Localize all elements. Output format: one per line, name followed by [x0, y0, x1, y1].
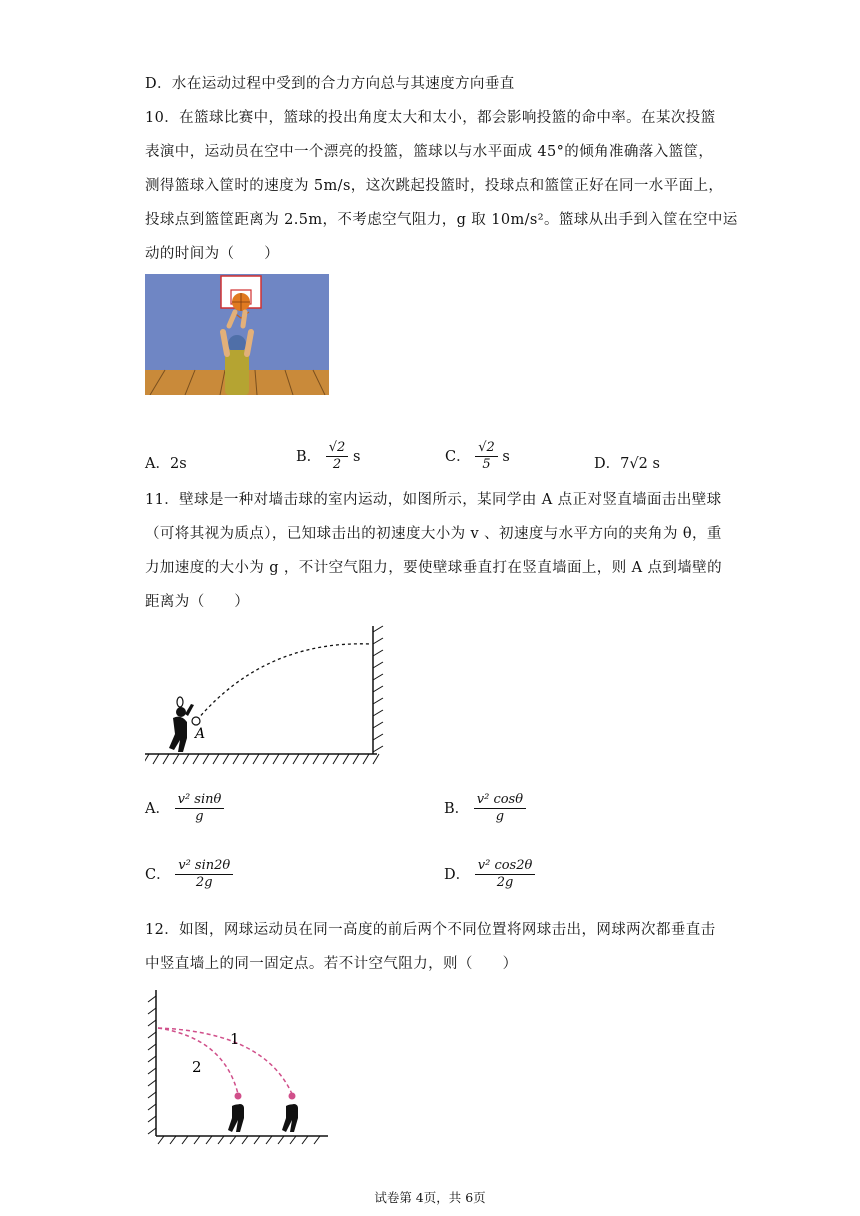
q10-option-b-fraction: [326, 440, 349, 474]
q11-option-a-fraction: [175, 792, 225, 826]
q11-option-a: [145, 792, 224, 826]
page-footer: 试卷第 4页，共 6页: [374, 1190, 486, 1205]
question-9-option-d: D．水在运动过程中受到的合力方向总与其速度方向垂直: [145, 76, 515, 92]
q11-option-d-den: 2g: [496, 875, 514, 891]
q10-option-b-unit: s: [352, 448, 361, 465]
q11-option-c-fraction: [175, 858, 233, 892]
q10-option-b-den: 2: [332, 457, 342, 473]
q10-option-d-text: 7√2 s: [620, 456, 660, 472]
q10-option-b-label: B．: [296, 448, 322, 465]
q11-option-b-num: v² cosθ: [474, 792, 526, 809]
q11-option-d-fraction: [475, 858, 536, 892]
q11-option-a-label: A．: [145, 800, 170, 817]
q11-option-d-num: v² cos2θ: [475, 858, 536, 875]
q10-line-1: 10．在篮球比赛中，篮球的投出角度太大和太小，都会影响投篮的命中率。在某次投篮: [145, 110, 716, 126]
squash-point-a-label: A: [195, 726, 206, 742]
q11-line-2: （可将其视为质点），已知球击出的初速度大小为 v 、初速度与水平方向的夹角为 θ，重: [145, 526, 722, 542]
basketball-shot-figure: [145, 274, 329, 395]
q11-line-3: 力加速度的大小为 g ，不计空气阻力，要使壁球垂直打在竖直墙面上，则 A 点到墙壁的: [145, 560, 722, 576]
q11-option-c-num: v² sin2θ: [175, 858, 233, 875]
q10-option-d-label: D．: [594, 456, 621, 472]
trajectory-1-label: 1: [230, 1030, 240, 1048]
q11-option-b-label: B．: [444, 800, 470, 817]
q10-option-c: [445, 440, 510, 474]
q11-option-b-fraction: [474, 792, 526, 826]
q10-line-2: 表演中，运动员在空中一个漂亮的投篮，篮球以与水平面成 45°的倾角准确落入篮筐，: [145, 144, 714, 160]
trajectory-2-label: 2: [192, 1058, 202, 1076]
q11-option-d-label: D．: [444, 866, 471, 883]
q10-line-3: 测得篮球入筐时的速度为 5m/s，这次跳起投篮时，投球点和篮筐正好在同一水平面上，: [145, 178, 724, 194]
squash-wall-figure: [145, 622, 390, 770]
tennis-wall-figure: [144, 988, 334, 1148]
q10-option-c-den: 5: [482, 457, 491, 473]
q10-option-a: A．2s: [145, 456, 187, 472]
q10-option-b: [296, 440, 360, 474]
q10-option-c-num: √2: [475, 440, 498, 457]
q11-line-4: 距离为（ ）: [145, 594, 250, 610]
q10-line-5: 动的时间为（ ）: [145, 246, 280, 262]
q11-option-a-den: g: [195, 809, 204, 825]
q11-option-a-num: v² sinθ: [175, 792, 225, 809]
q10-option-c-label: C．: [445, 448, 471, 465]
q10-line-4: 投球点到篮筐距离为 2.5m，不考虑空气阻力，g 取 10m/s²。篮球从出手到入筐在空中运: [145, 212, 738, 228]
q11-option-b-den: g: [495, 809, 505, 825]
q10-option-c-fraction: [475, 440, 498, 474]
q10-option-b-num: √2: [326, 440, 349, 457]
q12-line-1: 12．如图，网球运动员在同一高度的前后两个不同位置将网球击出，网球两次都垂直击: [145, 922, 716, 938]
q11-option-d: [444, 858, 535, 892]
q11-option-b: [444, 792, 526, 826]
q11-line-1: 11．壁球是一种对墙击球的室内运动，如图所示，某同学由 A 点正对竖直墙面击出壁球: [145, 492, 722, 508]
q11-option-c-den: 2g: [195, 875, 213, 891]
q12-line-2: 中竖直墙上的同一固定点。若不计空气阻力，则（ ）: [145, 956, 518, 972]
q10-option-d: [594, 452, 660, 473]
q11-option-c: [145, 858, 233, 892]
q10-option-c-unit: s: [502, 448, 510, 465]
q11-option-c-label: C．: [145, 866, 171, 883]
